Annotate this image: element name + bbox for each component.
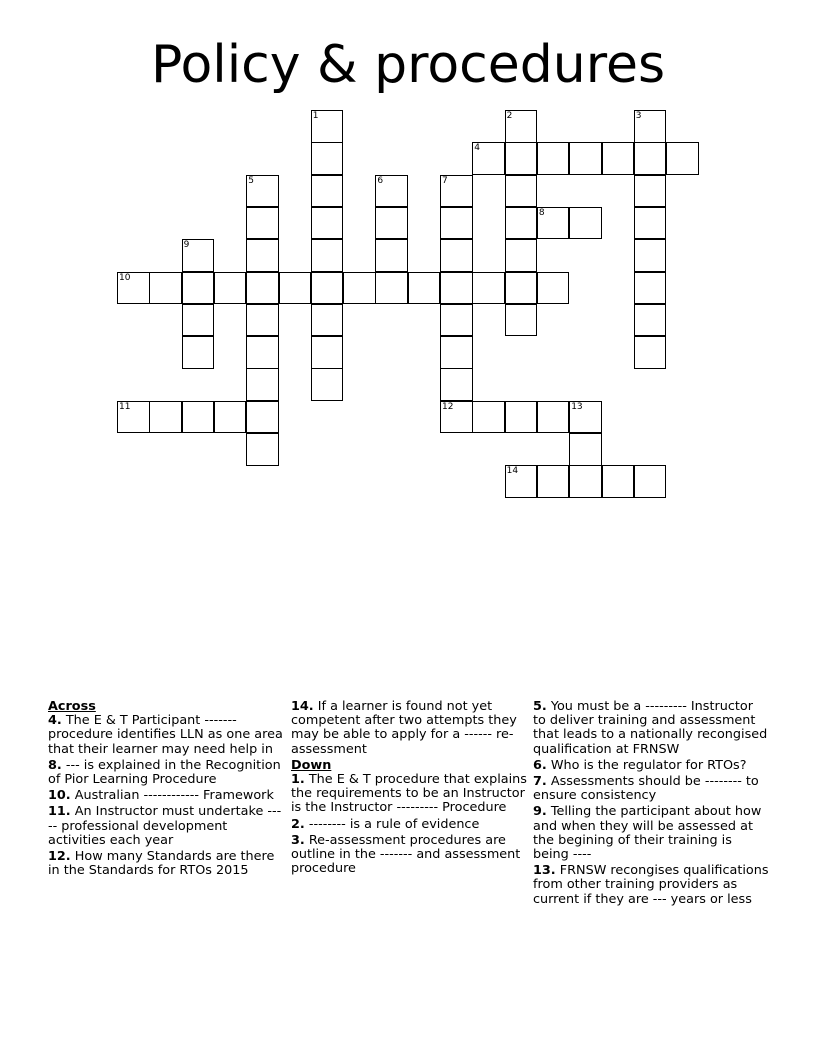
grid-cell[interactable]	[505, 304, 538, 337]
grid-cell[interactable]	[117, 272, 150, 305]
grid-cell[interactable]	[634, 142, 667, 175]
clue-number: 1	[312, 111, 319, 121]
grid-cell[interactable]	[246, 336, 279, 369]
grid-cell[interactable]	[117, 401, 150, 434]
clue-item	[48, 714, 284, 757]
grid-cell[interactable]	[182, 304, 215, 337]
grid-cell[interactable]	[440, 368, 473, 401]
grid-cell[interactable]	[311, 239, 344, 272]
grid-cell[interactable]	[343, 272, 376, 305]
grid-cell[interactable]	[634, 239, 667, 272]
grid-cell[interactable]	[375, 207, 408, 240]
grid-cell[interactable]	[311, 142, 344, 175]
clue-item	[533, 775, 769, 803]
grid-cell[interactable]	[408, 272, 441, 305]
grid-cell[interactable]	[472, 142, 505, 175]
clue-number-label: 7.	[533, 774, 547, 790]
grid-cell[interactable]	[537, 272, 570, 305]
clue-number: 11	[119, 401, 131, 412]
grid-cell[interactable]	[214, 401, 247, 434]
grid-cell[interactable]	[311, 368, 344, 401]
clue-text: An Instructor must undertake ----- professional development activities each year	[48, 804, 282, 848]
grid-cell[interactable]	[537, 207, 570, 240]
clue-number: 13	[571, 401, 583, 412]
grid-cell[interactable]	[246, 304, 279, 337]
clues-column-3	[533, 700, 769, 909]
grid-cell[interactable]	[182, 336, 215, 369]
grid-cell[interactable]	[182, 272, 215, 305]
clue-section-heading: Down	[291, 757, 332, 773]
clue-text: The E & T Participant ------- procedure identifies LLN as one area that their learner may need help in	[48, 713, 283, 757]
clues-column-1	[48, 700, 284, 880]
clue-number: 2	[506, 111, 513, 121]
grid-cell[interactable]	[537, 401, 570, 434]
clue-number-label: 13.	[533, 863, 556, 879]
clue-item	[48, 759, 284, 787]
grid-cell[interactable]	[440, 207, 473, 240]
clue-number: 7	[442, 175, 448, 186]
clue-item	[48, 850, 284, 878]
clue-text: FRNSW recongises qualifications from other training providers as current if they are --- years or less	[533, 863, 769, 907]
grid-cell[interactable]	[375, 272, 408, 305]
grid-cell[interactable]	[149, 401, 182, 434]
grid-cell[interactable]	[279, 272, 312, 305]
clues-column-2	[291, 700, 527, 878]
grid-cell[interactable]	[634, 207, 667, 240]
clue-section-heading: Across	[48, 699, 96, 714]
grid-cell[interactable]	[505, 465, 538, 498]
clue-number: 9	[183, 240, 190, 251]
clue-number: 5	[248, 175, 254, 186]
grid-cell[interactable]	[440, 239, 473, 272]
grid-cell[interactable]	[311, 336, 344, 369]
grid-cell[interactable]	[182, 239, 215, 272]
grid-cell[interactable]	[505, 401, 538, 434]
clue-number: 8	[538, 207, 545, 218]
grid-cell[interactable]	[569, 465, 602, 498]
clue-number: 12	[442, 401, 454, 412]
clue-item	[291, 700, 527, 757]
clue-item	[291, 818, 527, 832]
grid-cell[interactable]	[505, 142, 538, 175]
grid-cell[interactable]	[634, 336, 667, 369]
clue-number-label: 12.	[48, 849, 71, 865]
grid-cell[interactable]	[634, 110, 667, 143]
clue-number: 14	[506, 466, 519, 477]
clue-number-label: 5.	[533, 699, 547, 714]
clue-number-label: 4.	[48, 713, 62, 729]
clue-item	[48, 805, 284, 848]
clue-item	[533, 805, 769, 862]
grid-cell[interactable]	[440, 336, 473, 369]
clue-number-label: 1.	[291, 772, 305, 788]
clue-text: Assessments should be -------- to ensure consistency	[533, 774, 759, 804]
grid-cell[interactable]	[440, 175, 473, 208]
clue-number-label: 14.	[291, 699, 314, 714]
clue-item	[533, 864, 769, 907]
clue-item	[291, 773, 527, 816]
grid-cell[interactable]	[311, 175, 344, 208]
grid-cell[interactable]	[537, 465, 570, 498]
grid-cell[interactable]	[182, 401, 215, 434]
grid-cell[interactable]	[569, 207, 602, 240]
clue-text: You must be a --------- Instructor to deliver training and assessment that leads to a nationally recongised qualification at FRNSW	[533, 699, 768, 757]
grid-cell[interactable]	[149, 272, 182, 305]
clue-number-label: 11.	[48, 804, 71, 820]
grid-cell[interactable]	[505, 207, 538, 240]
grid-cell[interactable]	[505, 272, 538, 305]
clue-text: Telling the participant about how and when they will be assessed at the begining of their training is being ----	[533, 804, 762, 863]
grid-cell[interactable]	[505, 110, 538, 143]
clue-item	[533, 700, 769, 757]
grid-cell[interactable]	[569, 401, 602, 434]
grid-cell[interactable]	[569, 433, 602, 466]
grid-cell[interactable]	[634, 465, 667, 498]
grid-cell[interactable]	[311, 110, 344, 143]
grid-cell[interactable]	[246, 207, 279, 240]
grid-cell[interactable]	[602, 465, 635, 498]
grid-cell[interactable]	[440, 304, 473, 337]
clue-item	[291, 834, 527, 877]
grid-cell[interactable]	[311, 207, 344, 240]
grid-cell[interactable]	[311, 304, 344, 337]
clue-text: If a learner is found not yet competent after two attempts they may be able to apply for a ------ re-assessment	[291, 699, 517, 757]
grid-cell[interactable]	[472, 272, 505, 305]
grid-cell[interactable]	[246, 175, 279, 208]
grid-cell[interactable]	[505, 175, 538, 208]
crossword-grid	[0, 0, 816, 520]
grid-cell[interactable]	[246, 272, 279, 305]
clue-text: Australian ------------ Framework	[74, 788, 274, 804]
grid-cell[interactable]	[634, 175, 667, 208]
grid-cell[interactable]	[472, 401, 505, 434]
grid-cell[interactable]	[666, 142, 699, 175]
grid-cell[interactable]	[246, 433, 279, 466]
clue-number: 3	[635, 111, 642, 121]
clue-text: -------- is a rule of evidence	[308, 816, 480, 832]
clue-text: Re-assessment procedures are outline in the ------- and assessment procedure	[291, 832, 521, 877]
grid-cell[interactable]	[505, 239, 538, 272]
grid-cell[interactable]	[440, 272, 473, 305]
clue-item	[48, 789, 284, 803]
grid-cell[interactable]	[214, 272, 247, 305]
grid-cell[interactable]	[246, 239, 279, 272]
grid-cell[interactable]	[375, 175, 408, 208]
clue-text: How many Standards are there in the Standards for RTOs 2015	[48, 849, 275, 879]
clue-number: 6	[377, 175, 384, 186]
clue-number-label: 3.	[291, 832, 305, 848]
clue-text: The E & T procedure that explains the requirements to be an Instructor is the Instructor --------- Procedure	[291, 772, 527, 816]
puzzle-title: Policy & procedures	[150, 35, 666, 95]
grid-cell[interactable]	[569, 142, 602, 175]
grid-cell[interactable]	[246, 401, 279, 434]
grid-cell[interactable]	[602, 142, 635, 175]
clue-text: --- is explained in the Recognition of Pior Learning Procedure	[48, 757, 281, 788]
grid-cell[interactable]	[440, 401, 473, 434]
grid-cell[interactable]	[634, 272, 667, 305]
clue-number-label: 6.	[533, 757, 547, 773]
clue-number-label: 10.	[48, 788, 71, 804]
clue-number-label: 2.	[291, 816, 305, 832]
grid-cell[interactable]	[246, 368, 279, 401]
clue-number-label: 8.	[48, 757, 62, 773]
clue-number: 4	[474, 143, 481, 154]
grid-cell[interactable]	[634, 304, 667, 337]
grid-cell[interactable]	[375, 239, 408, 272]
clue-item	[533, 759, 769, 773]
clue-number-label: 9.	[533, 804, 547, 820]
clue-number: 10	[119, 272, 131, 283]
clue-text: Who is the regulator for RTOs?	[550, 757, 747, 773]
grid-cell[interactable]	[311, 272, 344, 305]
grid-cell[interactable]	[537, 142, 570, 175]
